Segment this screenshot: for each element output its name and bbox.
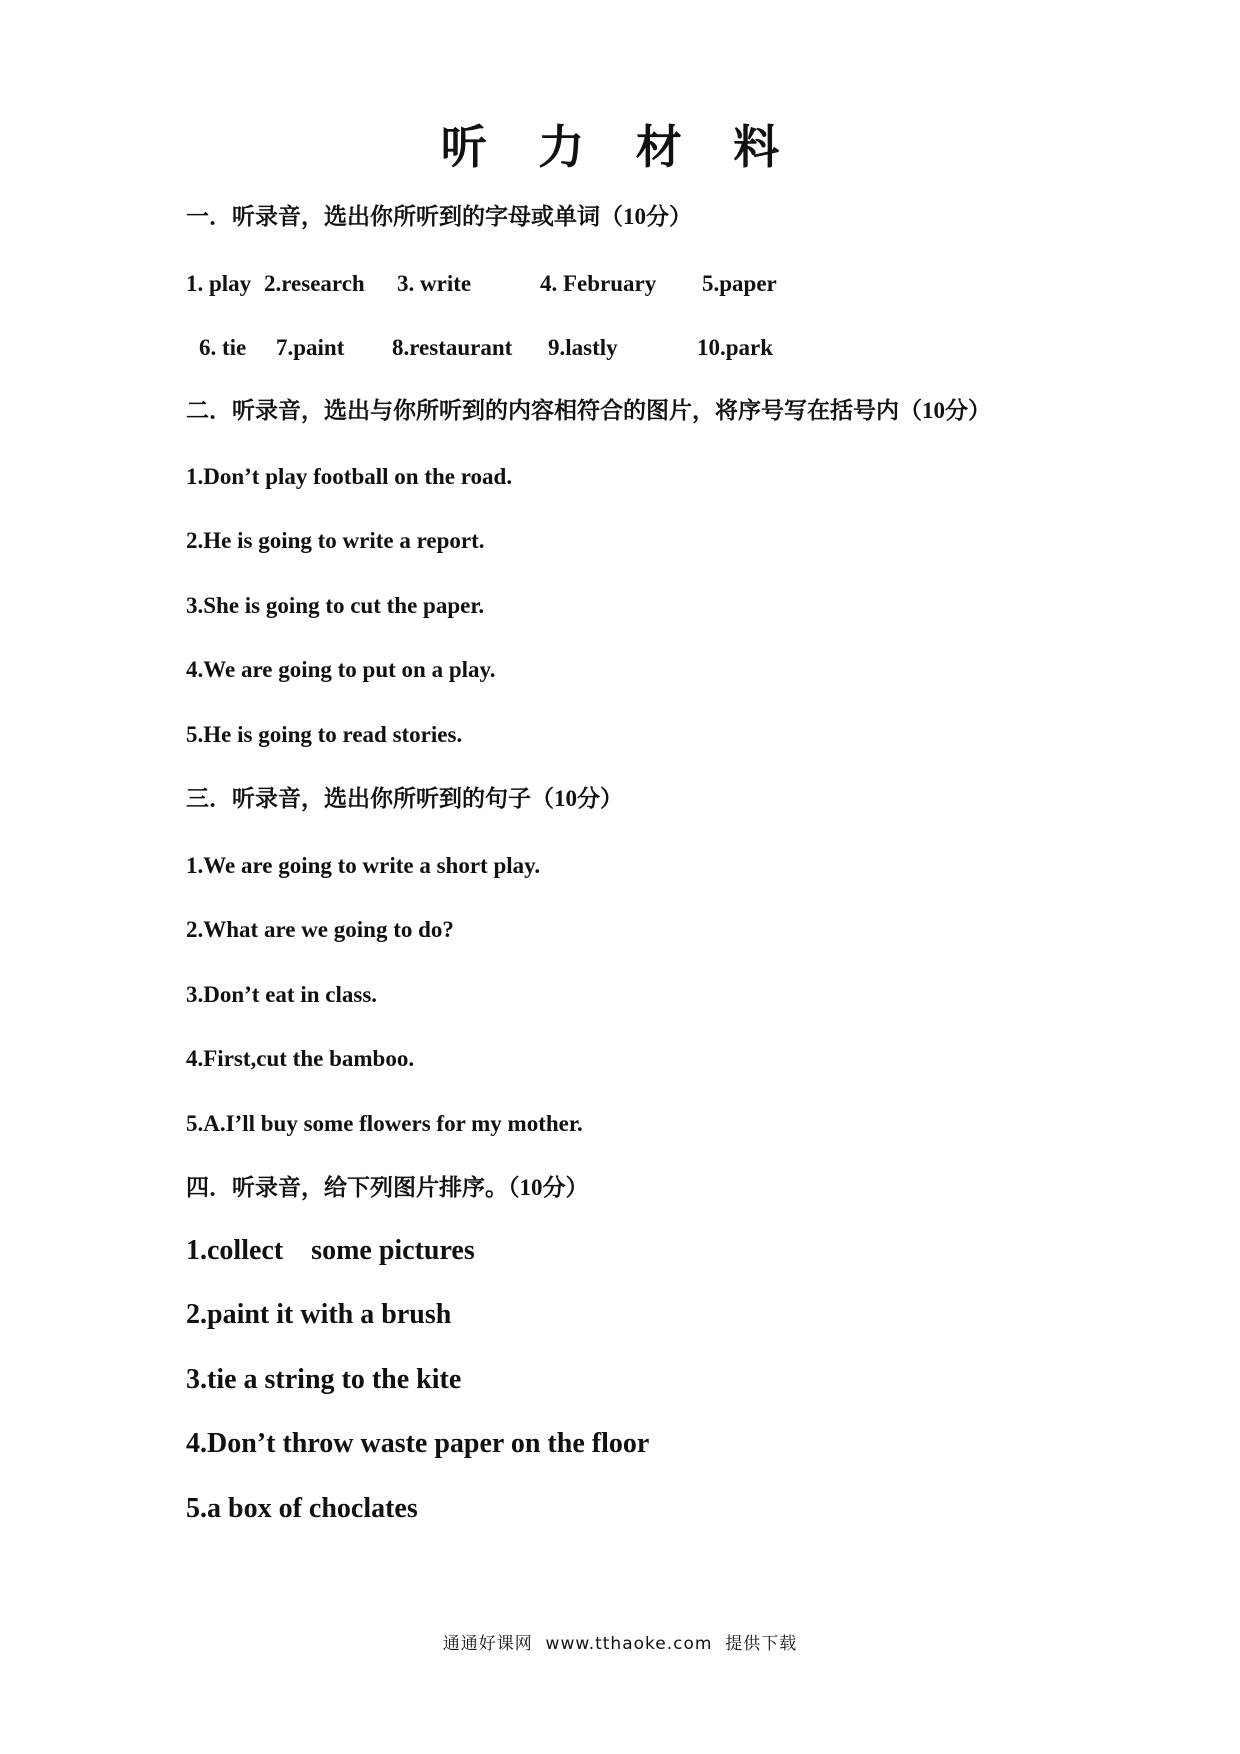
word-row-2 <box>0 333 1240 363</box>
section-4-line: 5.a box of choclates <box>186 1493 418 1524</box>
word-row-1 <box>0 269 1240 299</box>
word-item: 7.paint <box>276 335 345 360</box>
word-item: 4. February <box>540 271 657 296</box>
word-item: 3. write <box>397 271 472 296</box>
section-1-heading: 一．听录音，选出你所听到的字母或单词（10分） <box>186 204 692 229</box>
section-4-line: 2.paint it with a brush <box>186 1299 452 1330</box>
section-2-line: 3.She is going to cut the paper. <box>186 593 485 618</box>
section-3-line: 2.What are we going to do? <box>186 917 454 942</box>
word-item: 6. tie <box>199 335 247 360</box>
section-2-heading: 二．听录音，选出与你所听到的内容相符合的图片，将序号写在括号内（10分） <box>186 398 991 423</box>
section-3-heading: 三．听录音，选出你所听到的句子（10分） <box>186 786 623 811</box>
section-4-line: 1.collect some pictures <box>186 1235 475 1266</box>
footer-credit: 通通好课网 www.tthaoke.com 提供下载 <box>442 1634 798 1654</box>
section-2-line: 1.Don’t play football on the road. <box>186 464 513 489</box>
word-item: 1. play <box>186 271 252 296</box>
section-3-line: 3.Don’t eat in class. <box>186 982 378 1007</box>
word-item: 10.park <box>697 335 774 360</box>
section-3-line: 4.First,cut the bamboo. <box>186 1046 415 1071</box>
word-item: 9.lastly <box>548 335 618 360</box>
section-2-line: 4.We are going to put on a play. <box>186 657 496 682</box>
word-item: 2.research <box>264 271 365 296</box>
section-3-line: 5.A.I’ll buy some flowers for my mother. <box>186 1111 583 1136</box>
section-2-line: 5.He is going to read stories. <box>186 722 463 747</box>
page-title: 听 力 材 料 <box>440 122 800 173</box>
word-item: 5.paper <box>702 271 777 296</box>
section-4-line: 3.tie a string to the kite <box>186 1364 462 1395</box>
section-4-heading: 四．听录音，给下列图片排序。（10分） <box>186 1175 589 1200</box>
section-3-line: 1.We are going to write a short play. <box>186 853 541 878</box>
section-4-line: 4.Don’t throw waste paper on the floor <box>186 1428 650 1459</box>
section-2-line: 2.He is going to write a report. <box>186 528 485 553</box>
word-item: 8.restaurant <box>392 335 513 360</box>
